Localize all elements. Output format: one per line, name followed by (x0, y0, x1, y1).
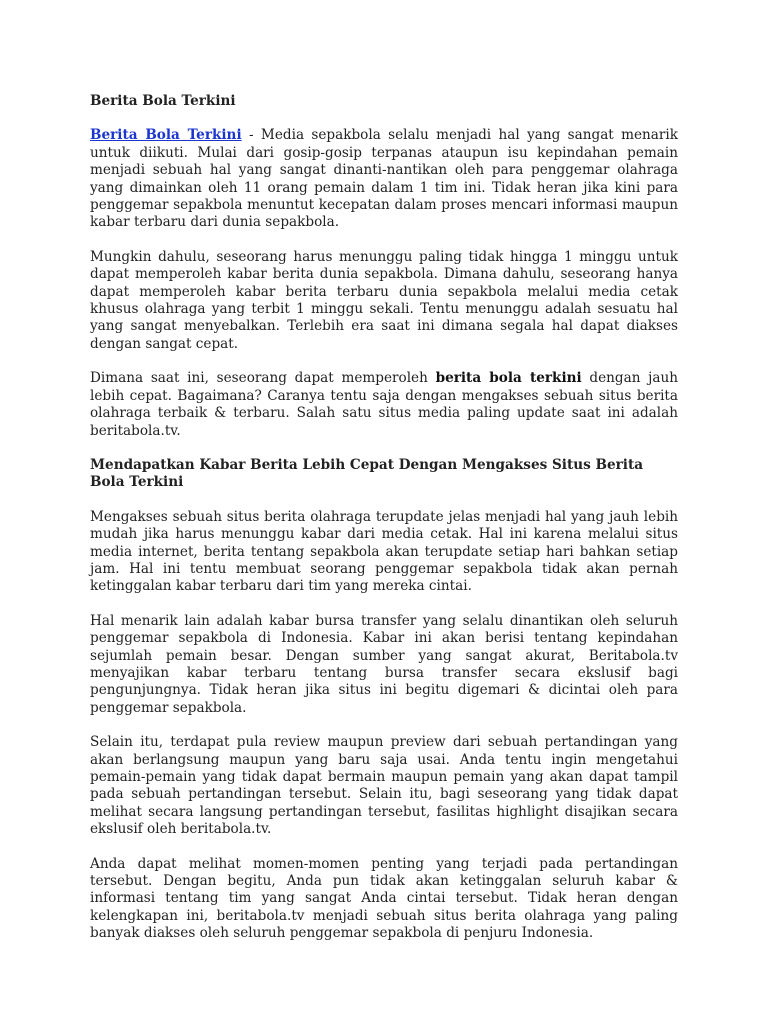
bold-keyword: berita bola terkini (435, 370, 582, 387)
paragraph-7: Anda dapat melihat momen-momen penting yang terjadi pada pertandingan tersebut. Dengan begitu, Anda pun tidak akan ketinggalan seluruh kabar & informasi tentang tim yang sangat Anda cintai tersebut. Tidak heran dengan kelengkapan ini, beritabola.tv menjadi sebuah situs berita olahraga yang paling banyak diakses oleh seluruh penggemar sepakbola di penjuru Indonesia. (90, 855, 678, 942)
paragraph-2: Mungkin dahulu, seseorang harus menunggu paling tidak hingga 1 minggu untuk dapat memperoleh kabar berita dunia sepakbola. Dimana dahulu, seseorang hanya dapat memperoleh kabar berita terbaru dunia sepakbola melalui media cetak khusus olahraga yang terbit 1 minggu sekali. Tentu menunggu adalah sesuatu hal yang sangat menyebalkan. Terlebih era saat ini dimana segala hal dapat diakses dengan sangat cepat. (90, 248, 678, 352)
paragraph-3-start: Dimana saat ini, seseorang dapat memperoleh (90, 370, 436, 387)
paragraph-3 (90, 370, 678, 440)
berita-bola-terkini-link[interactable]: Berita Bola Terkini (90, 127, 242, 144)
document-title: Berita Bola Terkini (90, 93, 236, 109)
paragraph-4: Mengakses sebuah situs berita olahraga terupdate jelas menjadi hal yang jauh lebih mudah jika harus menunggu kabar dari media cetak. Hal ini karena melalui situs media internet, berita tentang sepakbola akan terupdate setiap hari bahkan setiap jam. Hal ini tentu membuat seorang penggemar sepakbola tidak akan pernah ketinggalan kabar terbaru dari tim yang mereka cintai. (90, 508, 678, 595)
document-page (90, 93, 678, 960)
paragraph-3-end: dengan jauh lebih cepat. Bagaimana? Caranya tentu saja dengan mengakses sebuah situs berita olahraga terbaik & terbaru. Salah satu situs media paling update saat ini adalah beritabola.tv. (90, 370, 678, 439)
paragraph-6: Selain itu, terdapat pula review maupun preview dari sebuah pertandingan yang akan berlangsung maupun yang baru saja usai. Anda tentu ingin mengetahui pemain-pemain yang tidak dapat bermain maupun pemain yang akan dapat tampil pada sebuah pertandingan tersebut. Selain itu, bagi seseorang yang tidak dapat melihat secara langsung pertandingan tersebut, fasilitas highlight disajikan secara ekslusif oleh beritabola.tv. (90, 734, 678, 838)
intro-text: - Media sepakbola selalu menjadi hal yang sangat menarik untuk diikuti. Mulai dari gosip-gosip terpanas ataupun isu kepindahan pemain menjadi sebuah hal yang sangat dinanti-nantikan oleh para penggemar olahraga yang dimainkan oleh 11 orang pemain dalam 1 tim ini. Tidak heran jika kini para penggemar sepakbola menuntut kecepatan dalam proses mencari informasi maupun kabar terbaru dari dunia sepakbola. (90, 127, 678, 231)
section-heading: Mendapatkan Kabar Berita Lebih Cepat Dengan Mengakses Situs Berita Bola Terkini (90, 456, 644, 491)
intro-paragraph (90, 127, 678, 231)
paragraph-5: Hal menarik lain adalah kabar bursa transfer yang selalu dinantikan oleh seluruh penggemar sepakbola di Indonesia. Kabar ini akan berisi tentang kepindahan sejumlah pemain besar. Dengan sumber yang sangat akurat, Beritabola.tv menyajikan kabar terbaru tentang bursa transfer secara ekslusif bagi pengunjungnya. Tidak heran jika situs ini begitu digemari & dicintai oleh para penggemar sepakbola. (90, 612, 678, 716)
